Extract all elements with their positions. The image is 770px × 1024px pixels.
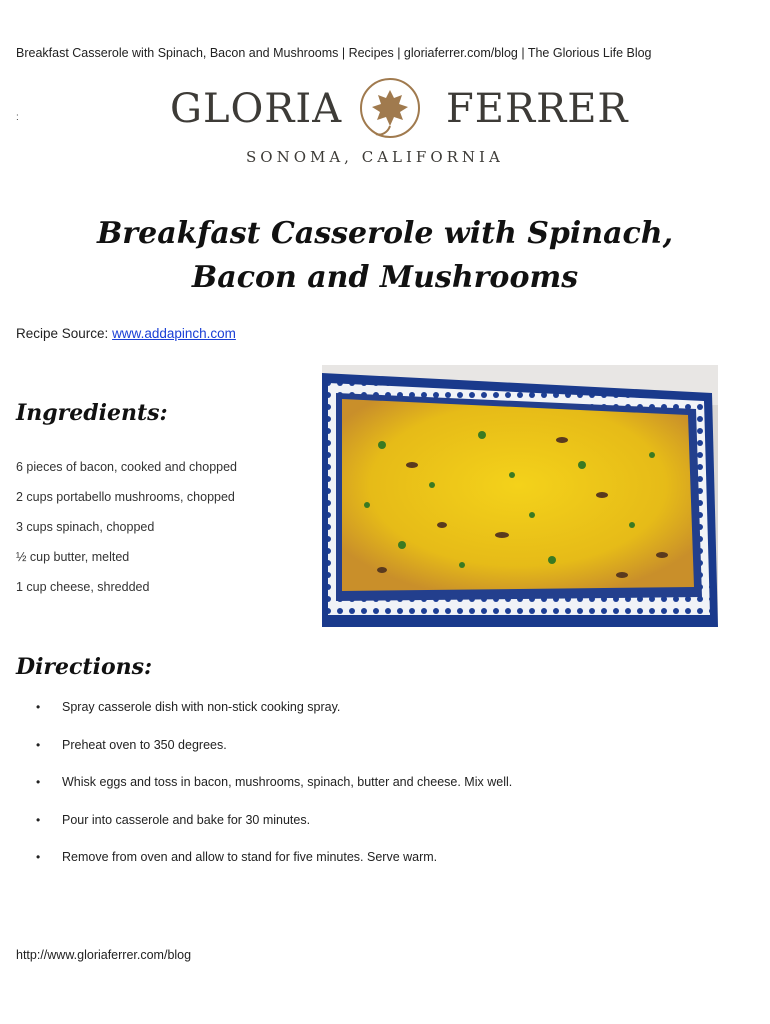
recipe-title: Breakfast Casserole with Spinach, Bacon and Mushrooms bbox=[96, 216, 674, 295]
direction-text: Spray casserole dish with non-stick cooking spray. bbox=[62, 700, 341, 714]
logo-text-right: FERRER bbox=[446, 86, 629, 132]
logo-tagline: SONOMA, CALIFORNIA bbox=[246, 148, 504, 166]
page-header-line: Breakfast Casserole with Spinach, Bacon and Mushrooms | Recipes | gloriaferrer.com/blog | The Glorious Life Blog bbox=[16, 46, 652, 60]
direction-text: Pour into casserole and bake for 30 minutes. bbox=[62, 812, 311, 827]
bullet-icon: • bbox=[36, 812, 41, 827]
ingredient-item: 6 pieces of bacon, cooked and chopped bbox=[16, 460, 238, 474]
ingredients-list bbox=[16, 459, 237, 609]
direction-text: Remove from oven and allow to stand for five minutes. Serve warm. bbox=[62, 850, 438, 864]
directions-list bbox=[36, 698, 512, 886]
ingredient-item: 2 cups portabello mushrooms, chopped bbox=[16, 490, 235, 504]
gloria-ferrer-logo bbox=[170, 70, 629, 170]
casserole-photo bbox=[322, 365, 718, 627]
bullet-icon: • bbox=[36, 700, 41, 714]
grape-leaf-emblem-icon bbox=[358, 76, 422, 140]
direction-item bbox=[36, 773, 512, 811]
ingredient-item: 1 cup cheese, shredded bbox=[16, 580, 150, 594]
ingredients-heading: Ingredients: bbox=[16, 400, 168, 426]
bullet-icon: • bbox=[36, 775, 41, 789]
ingredient-item: 3 cups spinach, chopped bbox=[16, 520, 155, 534]
directions-heading: Directions: bbox=[16, 654, 153, 680]
footer-url: http://www.gloriaferrer.com/blog bbox=[16, 948, 192, 962]
direction-text: Preheat oven to 350 degrees. bbox=[62, 737, 227, 752]
bullet-icon: • bbox=[36, 737, 41, 752]
logo-text-left: GLORIA bbox=[170, 86, 343, 132]
ingredient-item: ½ cup butter, melted bbox=[16, 550, 130, 564]
direction-item bbox=[36, 698, 512, 736]
recipe-source-label: Recipe Source: bbox=[16, 326, 113, 341]
bullet-icon: • bbox=[36, 850, 41, 864]
direction-item bbox=[36, 811, 512, 849]
logo-colon: : bbox=[16, 112, 19, 123]
direction-item bbox=[36, 848, 512, 886]
recipe-source bbox=[16, 326, 236, 341]
recipe-source-link[interactable]: www.addapinch.com bbox=[112, 326, 236, 341]
direction-text: Whisk eggs and toss in bacon, mushrooms, spinach, butter and cheese. Mix well. bbox=[62, 775, 513, 789]
direction-item bbox=[36, 736, 512, 774]
